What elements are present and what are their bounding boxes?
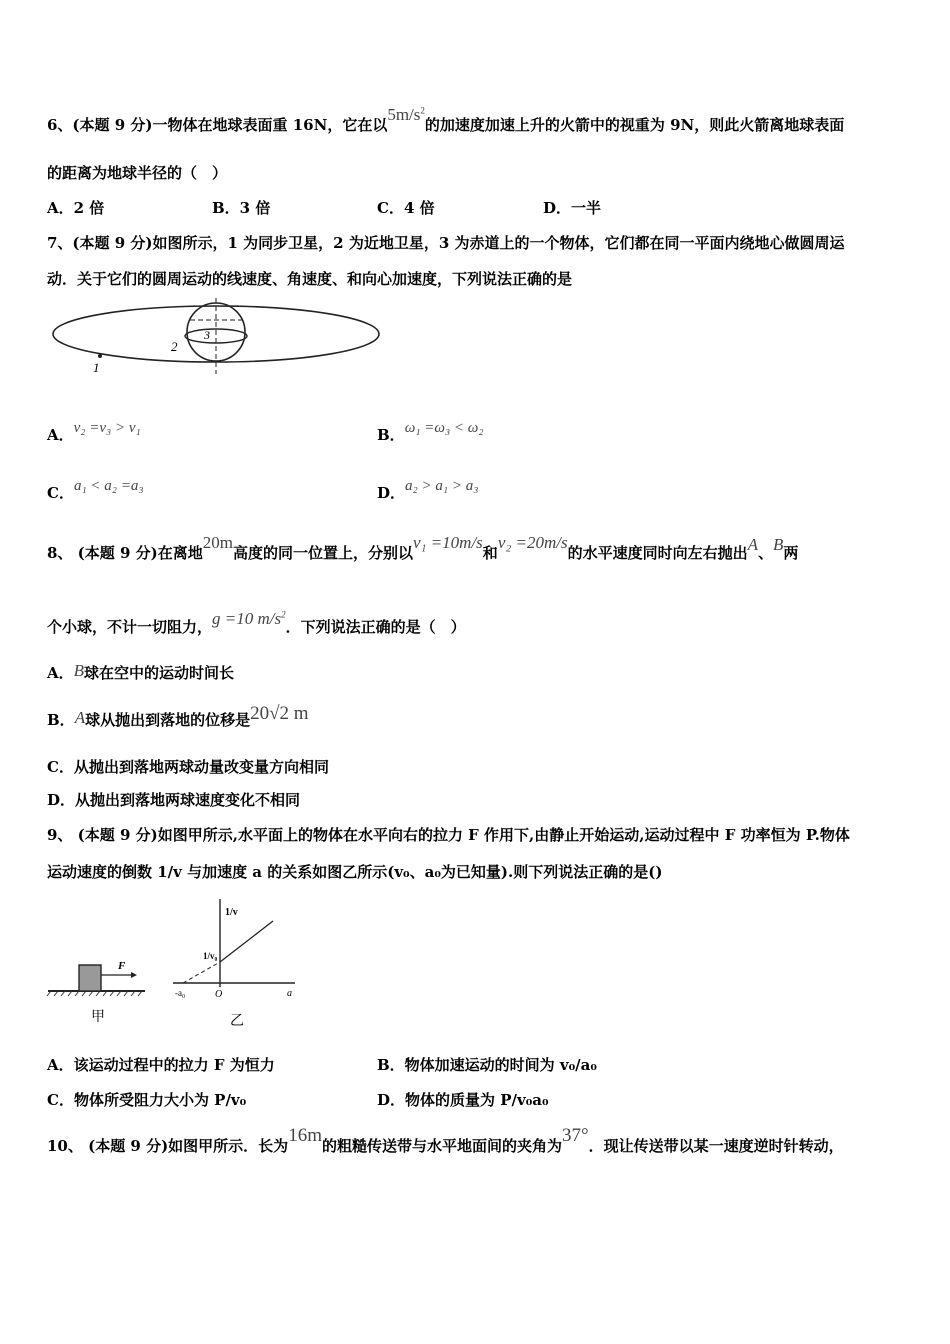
q9-option-b: B．物体加速运动的时间为 v₀/a₀ (377, 1056, 597, 1074)
q6-option-c: C．4 倍 (377, 199, 435, 217)
q8-line2: 个小球，不计一切阻力，g =10 $m/s^2$．下列说法正确的是（ ） (47, 609, 466, 636)
q8-line1: 8、 (本题 9 分)在离地20m高度的同一位置上，分别以v₁ =10m/s和v₂ =20m/s的水平速度同时向左右抛出A、B两 (47, 533, 799, 562)
q7-option-c: C．a₁ < a₂ =a₃ (47, 478, 144, 502)
q8-option-c: C．从抛出到落地两球动量改变量方向相同 (47, 758, 329, 776)
q9-label-O: O (215, 989, 223, 1000)
q7-line1: 7、(本题 9 分)如图所示，1 为同步卫星，2 为近地卫星，3 为赤道上的一个物体，它们都在同一平面内绕地心做圆周运 (47, 234, 845, 252)
q10-line1: 10、 (本题 9 分)如图甲所示．长为16m的粗糙传送带与水平地面间的夹角为37°．现让传送带以某一速度逆时针转动， (47, 1125, 844, 1155)
q8-option-d: D．从抛出到落地两球速度变化不相同 (47, 791, 301, 809)
q6-accel: $5m/s^2$ (387, 105, 425, 124)
q6-line2: 的距离为地球半径的（ ） (47, 164, 228, 182)
q7-label-2: 2 (171, 339, 178, 354)
q8-option-b: B．A球从抛出到落地的位移是20√2 m (47, 703, 309, 729)
q7-orbit-figure (50, 296, 385, 378)
q9-label-F: F (118, 960, 126, 972)
q9-option-a: A．该运动过程中的拉力 F 为恒力 (47, 1056, 275, 1074)
q7-line2: 动．关于它们的圆周运动的线速度、角速度、和向心加速度，下列说法正确的是 (47, 270, 573, 288)
q6-option-b: B．3 倍 (212, 199, 271, 217)
q9-figure (45, 895, 305, 1030)
q6-line1: 6、(本题 9 分)一物体在地球表面重 16N，它在以$5m/s^2$的加速度加速上升的火箭中的视重为 9N，则此火箭离地球表面 (47, 105, 845, 134)
q9-label-jia: 甲 (91, 1009, 105, 1025)
q8-option-a: A．B球在空中的运动时间长 (47, 661, 235, 682)
q9-line1: 9、 (本题 9 分)如图甲所示,水平面上的物体在水平向右的拉力 F 作用下,由静止开始运动,运动过程中 F 功率恒为 P.物体 (47, 826, 850, 844)
q6-option-d: D．一半 (543, 199, 602, 217)
q9-option-c: C．物体所受阻力大小为 P/v₀ (47, 1091, 247, 1109)
q9-label-neg-a0: -a₀ (175, 988, 186, 998)
q7-label-1: 1 (93, 360, 100, 375)
q7-option-d: D．a₂ > a₁ > a₃ (377, 478, 479, 502)
q9-option-d: D．物体的质量为 P/v₀a₀ (377, 1091, 549, 1109)
q9-line2: 运动速度的倒数 1/v 与加速度 a 的关系如图乙所示(v₀、a₀为已知量).则下列说法正确的是() (47, 863, 663, 881)
q6-option-a: A．2 倍 (47, 199, 105, 217)
q9-label-yi: 乙 (230, 1013, 244, 1029)
q7-label-3: 3 (204, 328, 210, 342)
q9-label-inv-v0: 1/v₀ (203, 951, 218, 961)
q7-option-b: B．ω₁ =ω₃ < ω₂ (377, 420, 484, 444)
q9-label-a: a (287, 988, 292, 999)
q9-label-inv-v: 1/v (225, 907, 238, 918)
q7-option-a: A．v₂ =v₃ > v₁ (47, 420, 141, 444)
